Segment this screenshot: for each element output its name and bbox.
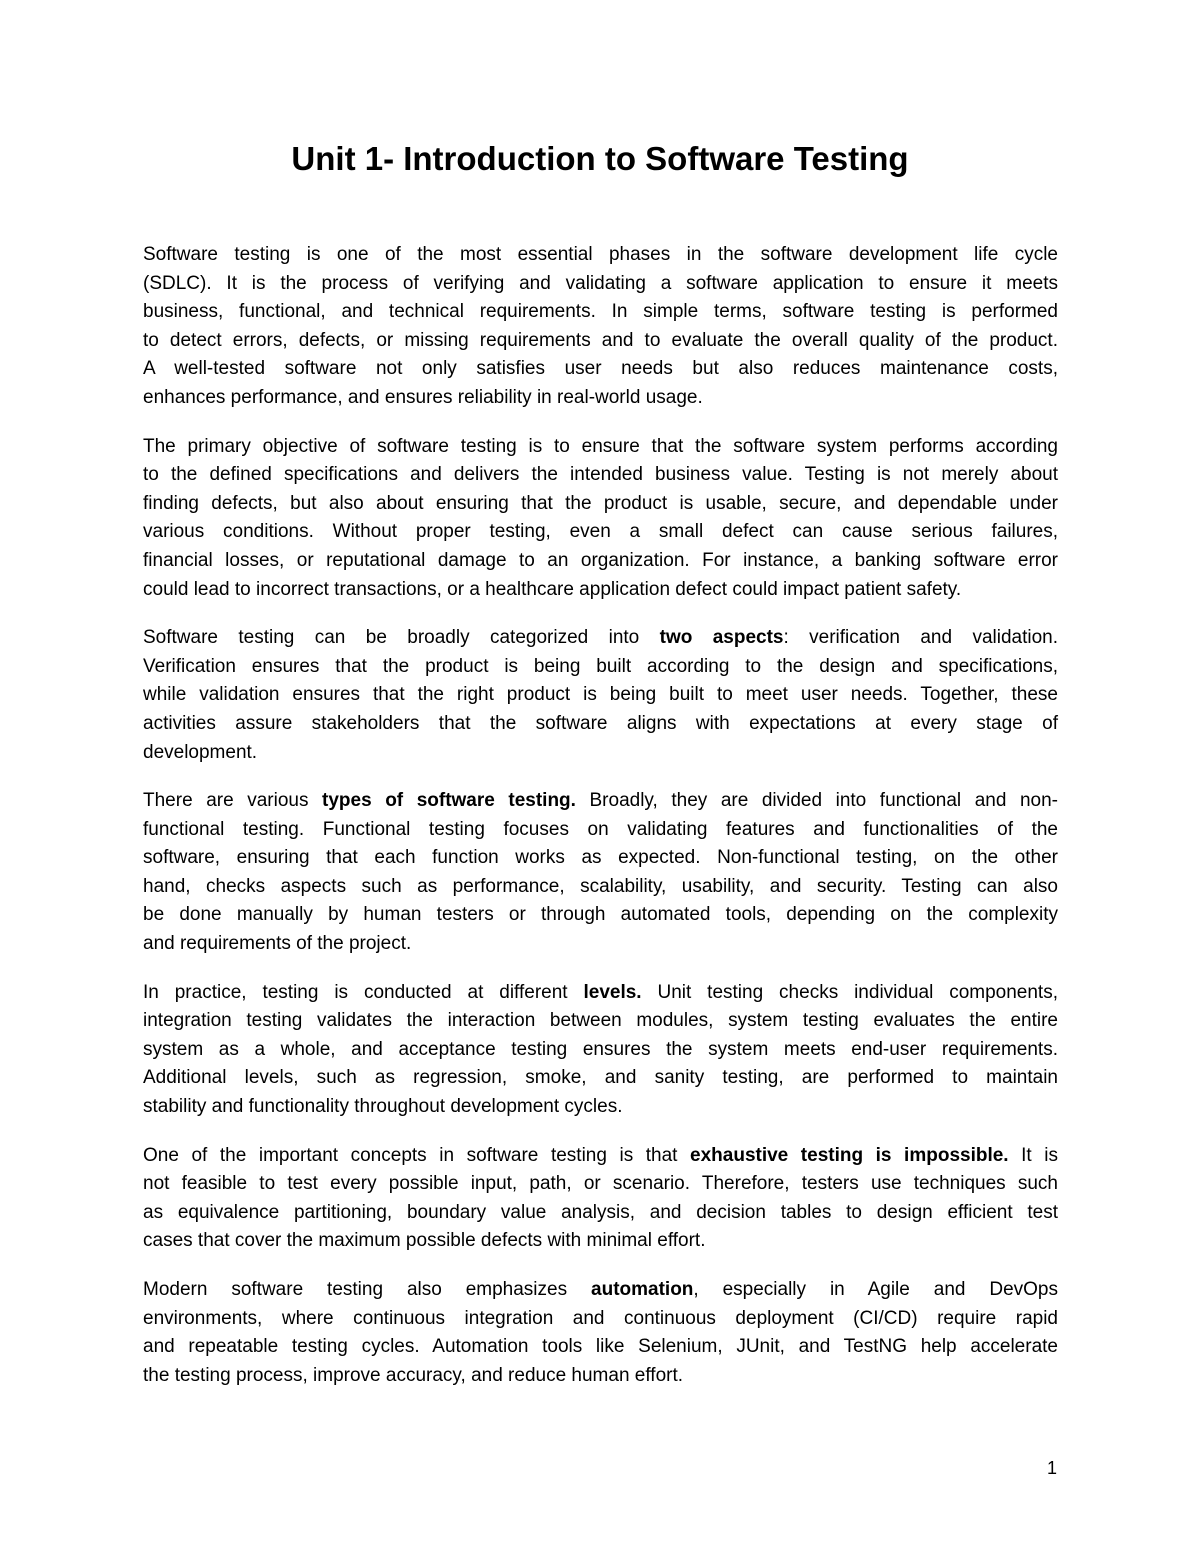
bold-text: automation (591, 1279, 694, 1300)
text-run: environments, where continuous integration and continuous deployment (CI/CD) require rapid (143, 1307, 1058, 1329)
text-line (143, 681, 1058, 710)
text-line (143, 710, 1058, 739)
text-run: finding defects, but also about ensuring that the product is usable, secure, and dependable under (143, 492, 1058, 514)
paragraph (143, 241, 1058, 413)
text-run: software, ensuring that each function works as expected. Non-functional testing, on the other (143, 847, 1058, 869)
text-run: : verification and validation. (783, 627, 1059, 649)
text-run: to the defined specifications and delivers the intended business value. Testing is not merely about (143, 464, 1058, 486)
text-run: A well-tested software not only satisfies user needs but also reduces maintenance costs, (143, 358, 1058, 380)
bold-text: types of software testing. (322, 790, 576, 812)
text-line (143, 901, 1058, 930)
text-line (143, 355, 1058, 384)
text-line (143, 1036, 1058, 1065)
text-line (143, 787, 1058, 816)
text-run: various conditions. Without proper testing, even a small defect can cause serious failures, (143, 521, 1058, 543)
text-line (143, 1064, 1058, 1093)
text-line (143, 1199, 1058, 1228)
text-run: There are various (143, 790, 323, 812)
text-run: and repeatable testing cycles. Automation tools like Selenium, JUnit, and TestNG help accelerate (143, 1336, 1058, 1358)
text-line (143, 576, 1058, 605)
text-line (143, 327, 1058, 356)
text-line (143, 624, 1058, 653)
text-line (143, 1276, 1058, 1305)
text-run: cases that cover the maximum possible defects with minimal effort. (143, 1230, 706, 1252)
text-line (143, 384, 1058, 413)
text-line (143, 930, 1058, 959)
text-line (143, 1093, 1058, 1122)
text-run: while validation ensures that the right product is being built to meet user needs. Together, these (143, 684, 1058, 706)
text-run: Verification ensures that the product is being built according to the design and specifications, (143, 655, 1058, 677)
text-run: stability and functionality throughout development cycles. (143, 1096, 623, 1118)
text-line (143, 490, 1058, 519)
text-line (143, 547, 1058, 576)
text-line (143, 433, 1058, 462)
text-run: enhances performance, and ensures reliability in real-world usage. (143, 386, 703, 408)
document-body (143, 241, 1058, 1410)
text-line (143, 1362, 1058, 1391)
paragraph (143, 624, 1058, 767)
bold-text: levels. (583, 981, 642, 1003)
paragraph (143, 787, 1058, 959)
text-run: Software testing can be broadly categorized into (143, 627, 660, 649)
text-line (143, 1142, 1058, 1171)
text-run: The primary objective of software testing is to ensure that the software system performs according (143, 435, 1058, 457)
text-run: , especially in Agile and DevOps (693, 1279, 1058, 1300)
text-line (143, 1333, 1058, 1362)
text-line (143, 653, 1058, 682)
bold-text: two aspects (659, 627, 784, 649)
text-line (143, 1170, 1058, 1199)
text-line (143, 1007, 1058, 1036)
text-run: development. (143, 741, 258, 763)
text-line (143, 298, 1058, 327)
text-run: functional testing. Functional testing focuses on validating features and functionalities of the (143, 818, 1058, 840)
document-title: Unit 1- Introduction to Software Testing (291, 140, 909, 177)
paragraph (143, 1142, 1058, 1256)
text-run: to detect errors, defects, or missing requirements and to evaluate the overall quality of the product. (143, 329, 1058, 351)
text-run: activities assure stakeholders that the software aligns with expectations at every stage of (143, 712, 1058, 734)
text-run: Software testing is one of the most essential phases in the software development life cycle (143, 244, 1058, 265)
text-run: integration testing validates the interaction between modules, system testing evaluates the entire (143, 1010, 1058, 1032)
text-run: and requirements of the project. (143, 933, 412, 955)
text-line (143, 1227, 1058, 1256)
text-line (143, 270, 1058, 299)
text-line (143, 816, 1058, 845)
text-run: One of the important concepts in software testing is that (143, 1144, 691, 1166)
text-run: financial losses, or reputational damage to an organization. For instance, a banking software error (143, 549, 1058, 571)
text-line (143, 844, 1058, 873)
text-run: the testing process, improve accuracy, and reduce human effort. (143, 1364, 684, 1386)
text-run: Unit testing checks individual components, (641, 981, 1058, 1003)
text-run: business, functional, and technical requirements. In simple terms, software testing is performed (143, 301, 1058, 323)
text-line (143, 1305, 1058, 1334)
paragraph (143, 433, 1058, 605)
text-run: Broadly, they are divided into functional and non- (575, 790, 1058, 812)
paragraph (143, 1276, 1058, 1390)
text-line (143, 461, 1058, 490)
text-run: hand, checks aspects such as performance, scalability, usability, and security. Testing can also (143, 875, 1058, 897)
text-run: system as a whole, and acceptance testing ensures the system meets end-user requirements. (143, 1038, 1058, 1060)
text-line (143, 979, 1058, 1008)
text-run: not feasible to test every possible input, path, or scenario. Therefore, testers use techniques such (143, 1173, 1058, 1195)
text-run: Additional levels, such as regression, smoke, and sanity testing, are performed to maintain (143, 1067, 1058, 1089)
text-line (143, 873, 1058, 902)
page-number: 1 (1047, 1458, 1058, 1478)
text-run: It is (1008, 1144, 1058, 1166)
paragraph (143, 979, 1058, 1122)
text-line (143, 518, 1058, 547)
text-run: In practice, testing is conducted at different (143, 981, 584, 1003)
text-run: could lead to incorrect transactions, or a healthcare application defect could impact patient safety. (143, 578, 962, 600)
text-run: (SDLC). It is the process of verifying and validating a software application to ensure it meets (143, 272, 1058, 294)
text-line (143, 739, 1058, 768)
text-run: as equivalence partitioning, boundary value analysis, and decision tables to design efficient test (143, 1201, 1058, 1223)
text-run: Modern software testing also emphasizes (143, 1279, 592, 1300)
text-line (143, 241, 1058, 270)
text-run: be done manually by human testers or through automated tools, depending on the complexity (143, 904, 1058, 926)
bold-text: exhaustive testing is impossible. (690, 1144, 1009, 1166)
